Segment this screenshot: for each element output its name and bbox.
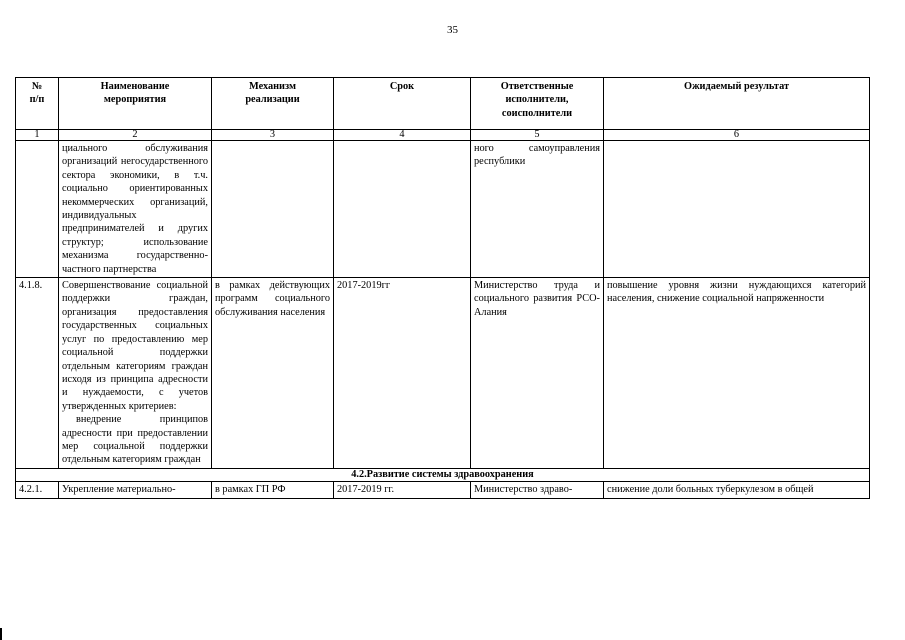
section-heading-row — [16, 468, 870, 481]
header-executors: Ответственные исполнители, соисполнители — [471, 78, 604, 130]
row-mechanism: в рамках действующих программ социального обслуживания населения — [212, 278, 334, 469]
header-mechanism: Механизм реализации — [212, 78, 334, 130]
table-header-row — [16, 78, 870, 130]
table-row — [16, 481, 870, 498]
column-number: 3 — [212, 130, 334, 141]
row-name-extra: внедрение принципов адресности при предоставлении мер социальной поддержки отдельным категориям граждан — [62, 414, 211, 466]
scan-edge-mark — [0, 628, 2, 640]
row-name-text: Совершенствование социальной поддержки граждан, организация предоставления государственных социальных услуг по предоставлению мер социальной поддержки отдельным категориям граждан исходя из принципа адресности и нуждаемости, с учетов утвержденных критериев: — [62, 280, 211, 412]
column-number: 2 — [59, 130, 212, 141]
row-result: повышение уровня жизни нуждающихся категорий населения, снижение социальной напряженности — [604, 278, 870, 469]
measures-table — [15, 77, 870, 499]
section-title: 4.2.Развитие системы здравоохранения — [16, 468, 870, 481]
row-term: 2017-2019гг — [334, 278, 471, 469]
row-mechanism — [212, 141, 334, 278]
row-name: циального обслуживания организаций негосударственного сектора экономики, в т.ч. социально ориентированных некоммерческих организаций, индивидуальных предпринимателей и других структур; использование механизма государственно-частного партнерства — [59, 141, 212, 278]
row-executors: Министерство труда и социального развития РСО-Алания — [471, 278, 604, 469]
row-num: 4.2.1. — [16, 481, 59, 498]
row-name — [59, 278, 212, 469]
row-mechanism: в рамках ГП РФ — [212, 481, 334, 498]
header-term: Срок — [334, 78, 471, 130]
row-term: 2017-2019 гг. — [334, 481, 471, 498]
column-number-row — [16, 130, 870, 141]
row-result — [604, 141, 870, 278]
row-num: 4.1.8. — [16, 278, 59, 469]
row-num — [16, 141, 59, 278]
row-result: снижение доли больных туберкулезом в общей — [604, 481, 870, 498]
row-name: Укрепление материально- — [59, 481, 212, 498]
column-number: 5 — [471, 130, 604, 141]
column-number: 6 — [604, 130, 870, 141]
header-result: Ожидаемый результат — [604, 78, 870, 130]
header-name: Наименование мероприятия — [59, 78, 212, 130]
row-term — [334, 141, 471, 278]
header-num: № п/п — [16, 78, 59, 130]
column-number: 4 — [334, 130, 471, 141]
row-executors: ного самоуправления республики — [471, 141, 604, 278]
table-row — [16, 278, 870, 469]
column-number: 1 — [16, 130, 59, 141]
page-number: 35 — [447, 24, 458, 36]
table-row — [16, 141, 870, 278]
row-executors: Министерство здраво- — [471, 481, 604, 498]
